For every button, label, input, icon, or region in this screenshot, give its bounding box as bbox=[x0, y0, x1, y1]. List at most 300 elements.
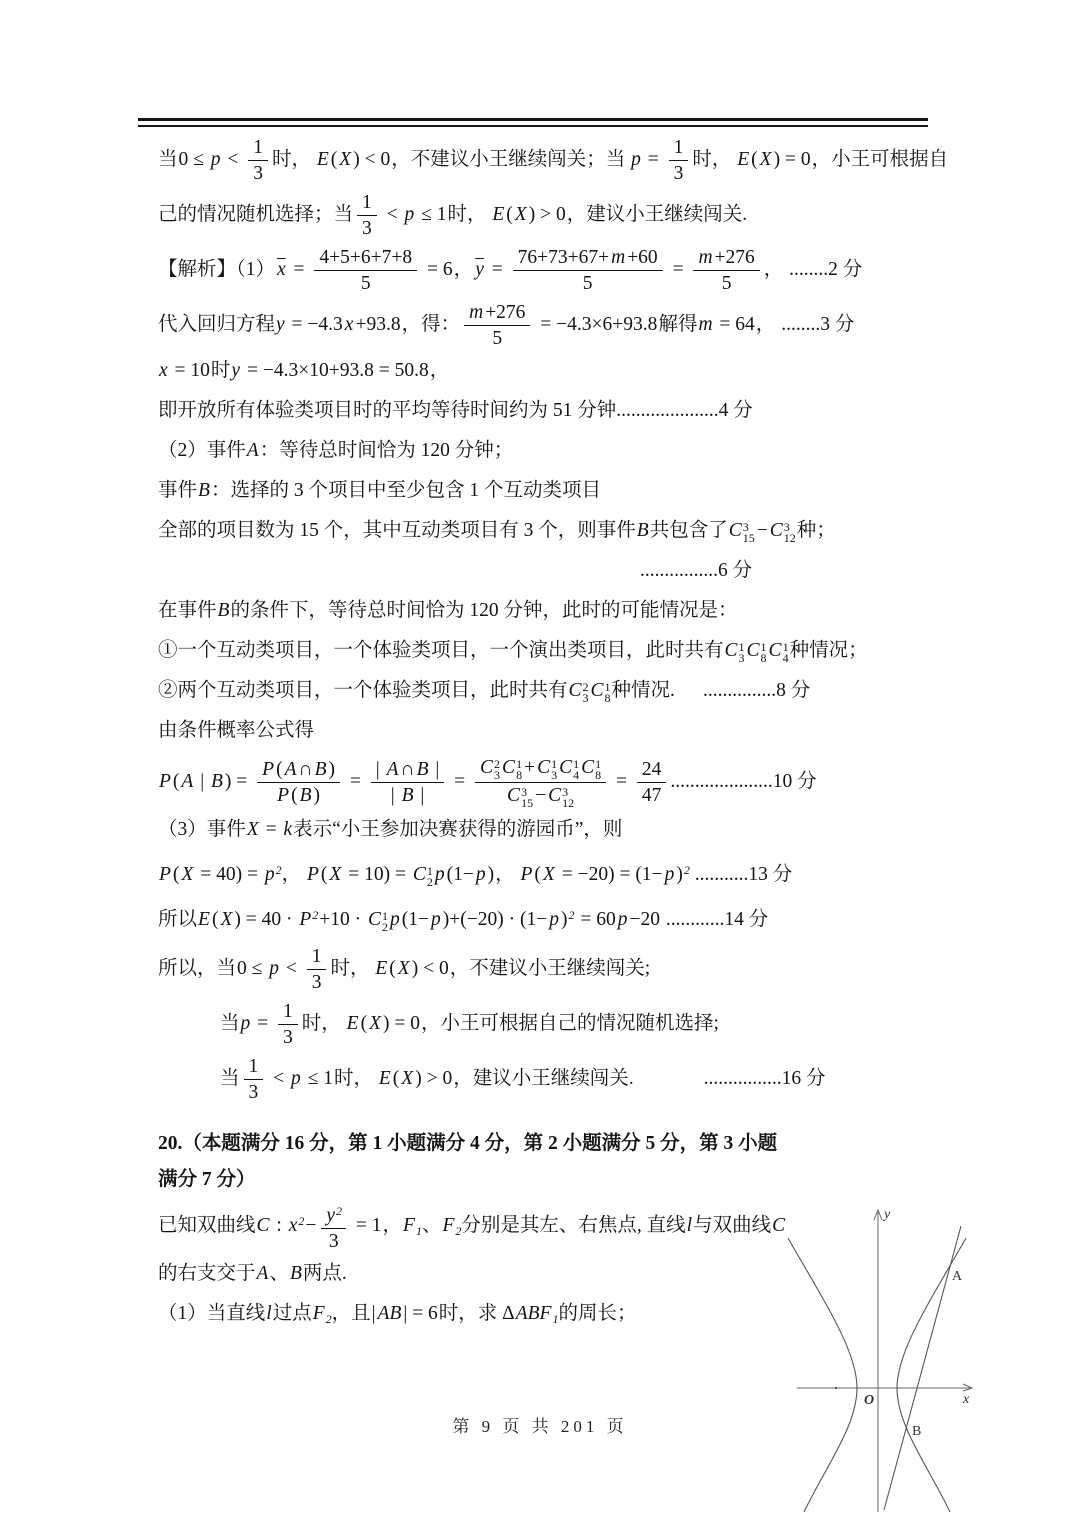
page-footer: 第 9 页 共 201 页 bbox=[452, 1417, 628, 1436]
combination-letter: C bbox=[480, 757, 494, 778]
subscript: 1 bbox=[552, 1312, 559, 1326]
math-var: E bbox=[737, 148, 750, 170]
fraction bbox=[314, 246, 417, 295]
math-roman: 3 bbox=[253, 163, 263, 184]
math-roman: +276 bbox=[485, 302, 526, 323]
combination bbox=[537, 756, 557, 781]
combination-subscript: 4 bbox=[782, 651, 789, 665]
text: 两点. bbox=[302, 1263, 347, 1284]
text: （2）事件 bbox=[158, 440, 246, 461]
math-var: A bbox=[386, 759, 399, 780]
fraction-denominator bbox=[321, 1229, 346, 1253]
combination-indices bbox=[573, 759, 579, 781]
combination bbox=[725, 636, 745, 666]
text: 种情况. bbox=[611, 680, 675, 701]
math-var: B bbox=[299, 785, 312, 806]
text: （3）事件 bbox=[158, 819, 246, 840]
math-roman: | bbox=[415, 785, 425, 806]
math-roman: 3 bbox=[248, 1082, 259, 1103]
math-roman: = 10 bbox=[169, 360, 210, 381]
text: ...............8 分 bbox=[702, 680, 811, 701]
text: 已知双曲线 bbox=[158, 1214, 256, 1236]
combination-indices bbox=[743, 522, 755, 544]
combination-subscript: 8 bbox=[760, 651, 767, 665]
text-line bbox=[158, 246, 930, 295]
math-var: AB bbox=[377, 1303, 402, 1324]
math-var: p bbox=[390, 909, 400, 930]
math-var: F bbox=[403, 1214, 415, 1236]
fraction-numerator bbox=[307, 945, 327, 970]
point-b-label: B bbox=[912, 1424, 922, 1439]
math-var: m bbox=[611, 247, 626, 268]
combination bbox=[729, 516, 755, 546]
math-var: m bbox=[698, 313, 713, 335]
combination-letter: C bbox=[548, 785, 562, 806]
math-var: l bbox=[266, 1303, 272, 1324]
math-var: x bbox=[344, 313, 354, 335]
math-roman: ........3 分 bbox=[776, 313, 855, 335]
math-roman: = bbox=[667, 258, 689, 280]
superscript: 2 bbox=[568, 908, 575, 922]
math-roman: ( bbox=[320, 864, 328, 885]
combination-letter: C bbox=[568, 680, 582, 701]
math-roman: ........2 分 bbox=[784, 258, 863, 280]
math-roman: = −4.3×6+93.8 bbox=[535, 313, 658, 335]
math-roman: 0 ≤ bbox=[237, 957, 268, 979]
math-var: P bbox=[306, 864, 319, 885]
mean-var: $\overline{y}$ bbox=[475, 258, 484, 280]
math-roman: +60 bbox=[627, 247, 658, 268]
text: ，不建议小王继续闯关；当 bbox=[391, 148, 631, 170]
combination-letter: C bbox=[507, 785, 521, 806]
combination-letter: C bbox=[559, 757, 573, 778]
fraction-numerator bbox=[257, 758, 340, 783]
math-var: C bbox=[772, 1214, 786, 1236]
math-roman: + bbox=[524, 757, 536, 778]
fraction-denominator bbox=[669, 161, 689, 185]
text-line bbox=[158, 476, 930, 506]
combination-superscript: 1 bbox=[738, 640, 745, 654]
math-var: P bbox=[159, 770, 171, 792]
text-line bbox=[158, 636, 930, 666]
combination-subscript: 8 bbox=[595, 768, 602, 782]
math-var: X bbox=[514, 203, 527, 225]
math-roman: 3 bbox=[328, 1231, 339, 1252]
math-var: P bbox=[520, 864, 533, 885]
point-a-label: A bbox=[952, 1269, 963, 1284]
math-var: E bbox=[346, 1012, 359, 1034]
hyperbola-figure bbox=[780, 1198, 992, 1518]
math-roman: ) > 0 bbox=[415, 1067, 453, 1089]
math-var: x bbox=[288, 1214, 298, 1236]
text: ， bbox=[281, 864, 306, 885]
math-roman: = bbox=[288, 258, 310, 280]
math-var: B bbox=[198, 480, 210, 501]
combination-letter: C bbox=[581, 757, 595, 778]
math-var: B bbox=[289, 1263, 302, 1284]
text: ，小王可根据自己的情况随机选择; bbox=[421, 1012, 719, 1034]
text: 过点 bbox=[272, 1303, 312, 1324]
math-roman: = −4.3×10+93.8 = 50.8 bbox=[242, 360, 429, 381]
combination bbox=[591, 676, 611, 706]
combination-indices bbox=[739, 642, 745, 664]
combination-superscript: 1 bbox=[782, 640, 789, 654]
fraction bbox=[513, 246, 663, 295]
fraction-numerator bbox=[278, 1000, 298, 1025]
math-roman: ( bbox=[360, 1012, 368, 1034]
combination-superscript: 1 bbox=[573, 757, 580, 771]
combination-indices bbox=[595, 759, 601, 781]
math-roman: < bbox=[268, 1067, 290, 1089]
math-roman: −20 bbox=[629, 909, 661, 930]
combination bbox=[507, 784, 533, 809]
combination-subscript: 2 bbox=[426, 875, 433, 889]
combination-subscript: 3 bbox=[582, 691, 589, 705]
math-roman: 3 bbox=[362, 218, 372, 239]
fraction-denominator bbox=[464, 326, 530, 350]
fraction-denominator bbox=[244, 1080, 264, 1104]
fraction bbox=[257, 758, 340, 807]
math-var: m bbox=[698, 247, 713, 268]
combination-superscript: 1 bbox=[595, 757, 602, 771]
math-var: A bbox=[284, 759, 297, 780]
text-line bbox=[158, 716, 930, 746]
math-var: P bbox=[299, 909, 312, 930]
combination-superscript: 1 bbox=[551, 757, 558, 771]
y-axis-label: y bbox=[884, 1207, 891, 1222]
math-roman: 1 bbox=[362, 192, 372, 213]
text: 在事件 bbox=[158, 600, 217, 621]
text: ................6 分 bbox=[640, 560, 753, 581]
math-roman: ∩ bbox=[298, 759, 313, 780]
text: 时，求 Δ bbox=[438, 1303, 515, 1324]
text: 时， bbox=[301, 1012, 346, 1034]
fraction-numerator bbox=[321, 1200, 346, 1229]
math-roman: = 64 bbox=[714, 313, 755, 335]
text: 代入回归方程 bbox=[158, 313, 276, 335]
combination-indices bbox=[551, 759, 557, 781]
combination bbox=[480, 756, 500, 781]
combination-indices bbox=[562, 787, 574, 809]
text: 由条件概率公式得 bbox=[158, 720, 315, 741]
text-line bbox=[220, 1000, 930, 1049]
fraction-numerator bbox=[513, 246, 663, 271]
text-line bbox=[158, 1128, 798, 1160]
math-var: y bbox=[276, 313, 285, 335]
hyperbola-figure-svg bbox=[780, 1198, 992, 1518]
math-var: X bbox=[759, 148, 772, 170]
math-roman: = bbox=[345, 770, 366, 792]
math-roman: = −4.3 bbox=[286, 313, 343, 335]
math-roman: < bbox=[280, 957, 302, 979]
combination-letter: C bbox=[728, 520, 742, 541]
combination-superscript: 3 bbox=[562, 785, 569, 799]
superscript: 2 bbox=[312, 908, 319, 922]
math-roman: ( bbox=[330, 148, 338, 170]
combination-superscript: 3 bbox=[521, 785, 528, 799]
math-roman: ) bbox=[487, 864, 495, 885]
text: （1）当直线 bbox=[158, 1303, 266, 1324]
math-roman: 4+5+6+7+8 bbox=[319, 247, 413, 268]
math-var: p bbox=[664, 864, 675, 885]
fraction-numerator bbox=[693, 246, 759, 271]
text: 即开放所有体验类项目时的平均等待时间约为 51 分钟.....................4 分 bbox=[158, 400, 753, 421]
fraction-denominator bbox=[307, 970, 327, 994]
combination-letter: C bbox=[590, 680, 604, 701]
text-line bbox=[158, 1259, 798, 1289]
combination-indices bbox=[521, 787, 533, 809]
text-line bbox=[158, 815, 930, 845]
fraction bbox=[693, 246, 759, 295]
fraction bbox=[278, 1000, 298, 1049]
math-roman: < bbox=[222, 148, 244, 170]
combination-subscript: 3 bbox=[494, 768, 501, 782]
math-var: y bbox=[231, 360, 241, 381]
math-var: m bbox=[469, 302, 484, 323]
math-roman: ( bbox=[172, 864, 180, 885]
math-var: A bbox=[256, 1263, 269, 1284]
math-roman: ) = bbox=[224, 770, 253, 792]
math-var: E bbox=[378, 1067, 391, 1089]
math-var: X bbox=[220, 909, 233, 930]
fraction-denominator bbox=[248, 161, 268, 185]
text: ，建议小王继续闯关. bbox=[453, 1067, 634, 1089]
combination-superscript: 1 bbox=[382, 909, 389, 923]
combination-superscript: 3 bbox=[742, 520, 749, 534]
text: ②两个互动类项目，一个体验类项目，此时共有 bbox=[158, 680, 568, 701]
math-roman: ) = 40 · bbox=[234, 909, 298, 930]
text: ，建议小王继续闯关. bbox=[566, 203, 748, 225]
math-roman: | bbox=[375, 759, 385, 780]
fraction bbox=[321, 1200, 346, 1253]
text-line bbox=[220, 1055, 930, 1104]
math-var: X bbox=[401, 1067, 414, 1089]
math-var: p bbox=[431, 909, 441, 930]
math-roman: ≤ 1 bbox=[416, 203, 447, 225]
math-roman: | bbox=[430, 759, 440, 780]
text: ， bbox=[453, 258, 474, 280]
combination-subscript: 4 bbox=[573, 768, 580, 782]
combination-indices bbox=[783, 642, 789, 664]
math-var: X bbox=[329, 864, 342, 885]
text-line bbox=[158, 136, 949, 185]
math-roman: = bbox=[449, 770, 471, 792]
fraction-denominator bbox=[371, 783, 445, 807]
math-roman: = −20) = (1− bbox=[556, 864, 663, 885]
combination bbox=[770, 516, 796, 546]
text: 解得 bbox=[658, 313, 698, 335]
math-var: B bbox=[401, 785, 414, 806]
math-roman: 76+73+67+ bbox=[517, 247, 610, 268]
text: ：等待总时间恰为 120 分钟； bbox=[259, 440, 514, 461]
superscript: 2 bbox=[683, 863, 690, 877]
text: ，不建议小王继续闯关; bbox=[449, 957, 651, 979]
math-var: p bbox=[240, 1012, 251, 1034]
math-var: p bbox=[291, 1067, 301, 1089]
fraction-denominator bbox=[513, 271, 663, 295]
math-roman: = bbox=[642, 148, 664, 170]
math-roman: = bbox=[611, 770, 632, 792]
math-roman: − bbox=[535, 785, 547, 806]
math-roman: ) bbox=[561, 909, 568, 930]
text: 全部的项目数为 15 个，其中互动类项目有 3 个，则事件 bbox=[158, 520, 636, 541]
math-var: B bbox=[211, 770, 223, 792]
fraction-numerator bbox=[248, 136, 268, 161]
math-var: P bbox=[277, 785, 290, 806]
math-roman: +10 · bbox=[319, 909, 367, 930]
text: 的周长； bbox=[558, 1303, 637, 1324]
math-roman: ) bbox=[328, 759, 336, 780]
text-line bbox=[158, 301, 930, 350]
fraction-numerator bbox=[637, 758, 667, 783]
math-roman: = 10) = bbox=[343, 864, 411, 885]
text-line bbox=[158, 396, 930, 426]
fraction-denominator bbox=[278, 1025, 298, 1049]
math-var: p bbox=[549, 909, 560, 930]
math-roman: = 6 bbox=[422, 258, 453, 280]
text-line bbox=[158, 756, 930, 809]
combination-indices bbox=[583, 682, 589, 704]
fraction-denominator bbox=[693, 271, 759, 295]
math-var: X bbox=[542, 864, 555, 885]
combination-superscript: 1 bbox=[604, 680, 611, 694]
combination-subscript: 12 bbox=[562, 796, 575, 810]
subscript: 2 bbox=[455, 1223, 462, 1238]
math-roman: = bbox=[252, 1012, 274, 1034]
math-var: p bbox=[617, 909, 628, 930]
text: ， bbox=[755, 313, 776, 335]
text: ................16 分 bbox=[703, 1067, 826, 1089]
math-roman: 3 bbox=[673, 163, 684, 184]
math-var: p bbox=[434, 864, 445, 885]
math-roman: = 1 bbox=[351, 1214, 382, 1236]
text: 时， bbox=[333, 1067, 378, 1089]
line-l bbox=[884, 1226, 961, 1510]
text: 分别是其左、右焦点, 直线 bbox=[461, 1214, 686, 1236]
combination-letter: C bbox=[724, 640, 738, 661]
math-var: ABF bbox=[515, 1303, 552, 1324]
text: 当 bbox=[220, 1012, 240, 1034]
text: 【解析】（1） bbox=[158, 258, 276, 280]
math-var: X bbox=[369, 1012, 381, 1034]
math-roman: = bbox=[260, 819, 282, 840]
math-roman: | bbox=[195, 770, 209, 792]
combination-letter: C bbox=[537, 757, 551, 778]
text: ， bbox=[382, 1214, 403, 1236]
text: 事件 bbox=[158, 480, 198, 501]
fraction-numerator bbox=[669, 136, 689, 161]
combination-subscript: 12 bbox=[783, 531, 796, 545]
text-line bbox=[158, 516, 930, 546]
math-roman: (1− bbox=[446, 864, 474, 885]
fraction bbox=[244, 1055, 264, 1104]
combination-superscript: 1 bbox=[426, 864, 433, 878]
math-roman: | bbox=[390, 785, 400, 806]
combination-letter: C bbox=[768, 640, 782, 661]
math-var: E bbox=[375, 957, 388, 979]
math-roman: 1 bbox=[248, 1056, 259, 1077]
math-roman: ( bbox=[276, 759, 283, 780]
combination-letter: C bbox=[502, 757, 516, 778]
combination bbox=[569, 676, 589, 706]
math-var: y bbox=[326, 1205, 336, 1226]
fraction bbox=[307, 945, 327, 994]
subscript: 2 bbox=[325, 1312, 332, 1326]
text-line bbox=[158, 596, 930, 626]
text: 时， bbox=[330, 957, 375, 979]
text: ...........13 分 bbox=[689, 864, 793, 885]
combination bbox=[559, 756, 579, 781]
combination-indices bbox=[427, 866, 433, 888]
superscript: 2 bbox=[298, 1213, 305, 1228]
fraction-denominator bbox=[257, 783, 340, 807]
text: 、 bbox=[269, 1263, 289, 1284]
math-var: p bbox=[631, 148, 641, 170]
math-var: E bbox=[316, 148, 329, 170]
math-var: B bbox=[314, 759, 327, 780]
text: 种情况； bbox=[789, 640, 868, 661]
math-roman: − bbox=[756, 520, 768, 541]
fraction-denominator bbox=[475, 783, 606, 809]
fraction bbox=[248, 136, 268, 185]
text: 满分 7 分） bbox=[158, 1169, 256, 1190]
math-roman: ( bbox=[751, 148, 758, 170]
fraction-denominator bbox=[637, 783, 667, 807]
math-roman: 5 bbox=[360, 273, 371, 294]
math-var: p bbox=[210, 148, 221, 170]
text-line bbox=[158, 436, 930, 466]
text: 所以，当 bbox=[158, 957, 237, 979]
math-roman: ( bbox=[211, 909, 219, 930]
combination-letter: C bbox=[412, 864, 426, 885]
combination-subscript: 15 bbox=[521, 796, 534, 810]
combination-subscript: 8 bbox=[604, 691, 611, 705]
combination-superscript: 2 bbox=[494, 757, 501, 771]
subscript: 1 bbox=[415, 1223, 422, 1238]
fraction-denominator bbox=[357, 216, 377, 240]
superscript: 2 bbox=[336, 1204, 343, 1218]
combination bbox=[581, 756, 601, 781]
text-line bbox=[158, 356, 930, 386]
math-var: B bbox=[217, 600, 230, 621]
math-roman: 47 bbox=[641, 785, 662, 806]
math-roman: 0 ≤ bbox=[178, 148, 209, 170]
math-roman: = bbox=[486, 258, 508, 280]
math-roman: | = 6 bbox=[403, 1303, 438, 1324]
mean-var: $\overline{x}$ bbox=[277, 258, 286, 280]
text-line bbox=[158, 945, 930, 994]
combination bbox=[413, 860, 433, 890]
x-axis-label: x bbox=[963, 1392, 970, 1407]
text: 20.（本题满分 16 分，第 1 小题满分 4 分，第 2 小题满分 5 分，第 3 小题 bbox=[158, 1133, 778, 1154]
fraction bbox=[669, 136, 689, 185]
origin-label: O bbox=[864, 1393, 875, 1408]
math-roman: 1 bbox=[253, 137, 263, 158]
combination bbox=[747, 636, 767, 666]
math-var: p bbox=[264, 864, 275, 885]
text: 的右支交于 bbox=[158, 1263, 256, 1284]
math-roman: ) < 0 bbox=[411, 957, 449, 979]
combination-superscript: 3 bbox=[783, 520, 790, 534]
math-roman: +276 bbox=[714, 247, 755, 268]
combination-subscript: 2 bbox=[382, 920, 389, 934]
math-roman: (1− bbox=[401, 909, 430, 930]
math-var: X bbox=[246, 819, 259, 840]
math-var: p bbox=[269, 957, 279, 979]
math-roman: ( bbox=[291, 785, 298, 806]
focus-dot bbox=[835, 1387, 837, 1389]
math-roman: +93.8 bbox=[355, 313, 401, 335]
